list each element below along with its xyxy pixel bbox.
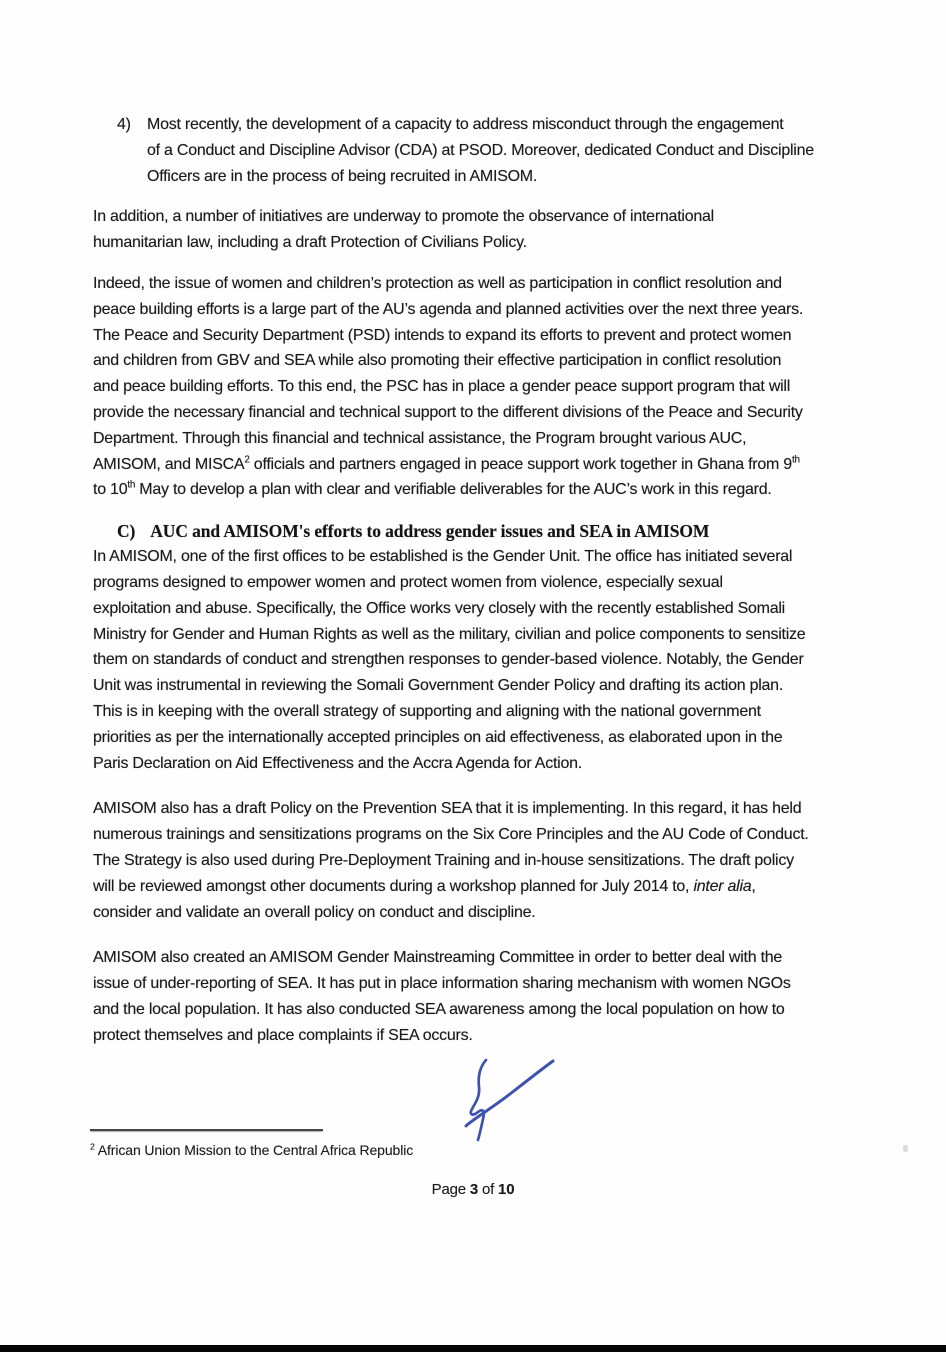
paragraph-draft-policy: AMISOM also has a draft Policy on the Prevention SEA that it is implementing. In this regard, it has held numerous trainings and sensitizations programs on the Six Core Principles and the AU Code of Conduct. The Strategy is also used during Pre-Deployment Training and in-house sensitizations. The draft policy will be reviewed amongst other documents during a workshop planned for July 2014 to, inter alia, consider and validate an overall policy on conduct and discipline.: [93, 800, 809, 921]
document-body: [93, 112, 863, 1064]
scan-artifact-smudge: [903, 1145, 908, 1152]
paragraph-gender-unit: In AMISOM, one of the first offices to be established is the Gender Unit. The office has initiated several programs designed to empower women and protect women from violence, especially sexual exploitation and abuse. Specifically, the Office works very closely with the recently established Somali Ministry for Gender and Human Rights as well as the military, civilian and police components to sensitize them on standards of conduct and strengthen responses to gender-based violence. Notably, the Gender Unit was instrumental in reviewing the Somali Government Gender Policy and drafting its action plan. This is in keeping with the overall strategy of supporting and aligning with the national government priorities as per the internationally accepted principles on aid effectiveness, as elaborated upon in the Paris Declaration on Aid Effectiveness and the Accra Agenda for Action.: [93, 548, 806, 772]
list-item-text: Most recently, the development of a capacity to address misconduct through the engagement of a Conduct and Discipline Advisor (CDA) at PSOD. Moreover, dedicated Conduct and Discipline Officers are in the process of being recruited in AMISOM.: [147, 116, 814, 185]
paragraph-committee: AMISOM also created an AMISOM Gender Mainstreaming Committee in order to better deal with the issue of under-reporting of SEA. It has put in place information sharing mechanism with women NGOs and the local population. It has also conducted SEA awareness among the local population on how to protect themselves and place complaints if SEA occurs.: [93, 949, 791, 1044]
footnote-separator-rule: [90, 1129, 323, 1131]
numbered-list-item-4: [117, 112, 863, 189]
section-heading-c: [93, 518, 863, 544]
page-number-footer: Page 3 of 10: [431, 1181, 515, 1198]
section-heading-text: AUC and AMISOM's efforts to address gender issues and SEA in AMISOM: [150, 521, 710, 542]
paragraph-initiatives: In addition, a number of initiatives are underway to promote the observance of international humanitarian law, including a draft Protection of Civilians Policy.: [93, 208, 714, 252]
scan-edge-bar: [0, 1345, 946, 1352]
section-heading-letter: C): [117, 521, 136, 542]
footnote: $^2$ African Union Mission to the Central Africa Republic: [90, 1141, 414, 1158]
list-item-number: 4): [117, 116, 131, 133]
paragraph-indeed: Indeed, the issue of women and children’s protection as well as participation in conflict resolution and peace building efforts is a large part of the AU’s agenda and planned activities over the next three years. The Peace and Security Department (PSD) intends to expand its efforts to prevent and protect women and children from GBV and SEA while also promoting their effective participation in conflict resolution and peace building efforts. To this end, the PSC has in place a gender peace support program that will provide the necessary financial and technical support to the different divisions of the Peace and Security Department. Through this financial and technical assistance, the Program brought various AUC, AMISOM, and MISCA$^2$ officials and partners engaged in peace support work together in Ghana from 9th to 10th May to develop a plan with clear and verifiable deliverables for the AUC’s work in this regard.: [93, 274, 804, 499]
handwritten-signature: [452, 1048, 564, 1148]
signature-stroke-vertical: [471, 1060, 486, 1140]
